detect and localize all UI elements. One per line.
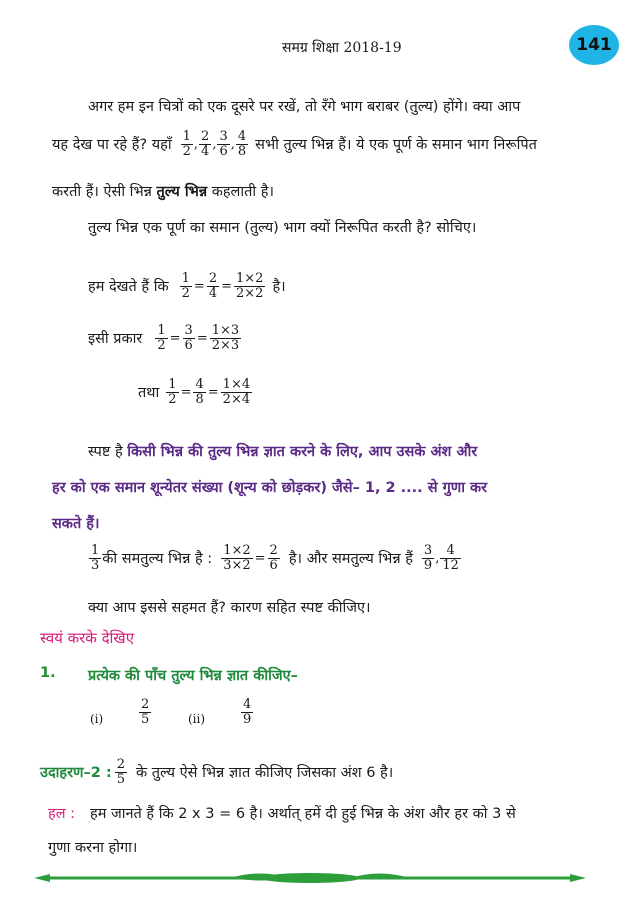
para1-line2: यह देख पा रहे हैं? यहाँ $\frac{1}{2}$ , $\frac{2}{4}$ , $\frac{3}{6}$ , $\frac{4}{8}$ सभी तुल्य भिन्न हैं। ये एक पूर्ण के समान भाग निरूपित <box>52 129 537 159</box>
fraction: $\frac{1}{3}$ <box>91 543 100 573</box>
agree-question: क्या आप इससे सहमत हैं? कारण सहित स्पष्ट कीजिए। <box>88 600 371 616</box>
item-fraction-i: $\frac{2}{5}$ <box>141 697 150 727</box>
rule-line1: स्पष्ट है किसी भिन्न की तुल्य भिन्न ज्ञात करने के लिए, आप उसके अंश और <box>88 444 478 460</box>
fraction: $\frac{4}{8}$ <box>237 129 247 159</box>
para1-line3: करती हैं। ऐसी भिन्न तुल्य भिन्न कहलाती है। <box>52 184 274 200</box>
fraction: $\frac{3}{6}$ <box>184 323 193 353</box>
ornamental-divider <box>30 867 590 889</box>
example2-line: उदाहरण–2 : $\frac{2}{5}$ के तुल्य ऐसे भिन्न ज्ञात कीजिए जिसका अंश 6 है। <box>40 757 394 787</box>
fraction: $\frac{3}{6}$ <box>219 129 228 159</box>
example1-line: $\frac{1}{3}$ की समतुल्य भिन्न है : $\frac{1\times 2}{3\times 2}$ = $\frac{2}{6}$ है। और समतुल्य भिन्न हैं $\frac{3}{9}$ , $\frac{4}{12}$ <box>91 543 459 573</box>
equation-3: तथा $\frac{1}{2}$ = $\frac{4}{8}$ = $\frac{1\times 4}{2\times 4}$ <box>138 377 251 407</box>
fraction: $\frac{2}{6}$ <box>269 543 278 573</box>
item-fraction-ii: $\frac{4}{9}$ <box>243 697 252 727</box>
equation-2: इसी प्रकार $\frac{1}{2}$ = $\frac{3}{6}$ = $\frac{1\times 3}{2\times 3}$ <box>88 323 240 353</box>
fraction: $\frac{1\times 4}{2\times 4}$ <box>222 377 251 407</box>
fraction: $\frac{1}{2}$ <box>157 323 166 353</box>
fraction: $\frac{1\times 2}{3\times 2}$ <box>223 543 251 573</box>
solution-line1: हम जानते हैं कि 2 x 3 = 6 है। अर्थात् हमें दी हुई भिन्न के अंश और हर को 3 से <box>90 806 516 822</box>
fraction: $\frac{4}{12}$ <box>442 543 459 573</box>
para1-line2-before: यह देख पा रहे हैं? यहाँ <box>52 137 172 154</box>
example2-label: उदाहरण–2 : <box>40 765 112 782</box>
term-equivalent-fraction: तुल्य भिन्न <box>156 184 208 200</box>
exercise-number: 1. <box>40 665 56 681</box>
item-label-i: (i) <box>90 712 104 726</box>
fraction: $\frac{3}{9}$ <box>423 543 433 573</box>
try-heading: स्वयं करके देखिए <box>40 629 135 647</box>
rule-line3: सकते हैं। <box>52 516 100 532</box>
fraction: $\frac{2}{4}$ <box>208 271 218 301</box>
solution-label: हल : <box>48 806 76 822</box>
question-text: तुल्य भिन्न एक पूर्ण का समान (तुल्य) भाग क्यों निरूपित करती है? सोचिए। <box>88 220 477 236</box>
rule-line2: हर को एक समान शून्येतर संख्या (शून्य को छोड़कर) जैसे– 1, 2 .... से गुणा कर <box>52 480 488 496</box>
fraction: $\frac{1}{2}$ <box>168 377 177 407</box>
exercise-text: प्रत्येक की पाँच तुल्य भिन्न ज्ञात कीजिए– <box>88 668 298 684</box>
fraction: $\frac{1}{2}$ <box>181 271 190 301</box>
equation-1: हम देखते हैं कि $\frac{1}{2}$ = $\frac{2}{4}$ = $\frac{1\times 2}{2\times 2}$ है। <box>88 271 286 301</box>
fraction: $\frac{4}{8}$ <box>195 377 204 407</box>
solution-line2: गुणा करना होगा। <box>48 840 138 856</box>
fraction: $\frac{1}{2}$ <box>182 129 191 159</box>
item-label-ii: (ii) <box>188 712 206 726</box>
fraction: $\frac{2}{4}$ <box>201 129 210 159</box>
page-number-badge: 141 <box>569 25 619 65</box>
para1-line1: अगर हम इन चित्रों को एक दूसरे पर रखें, तो रँगे भाग बराबर (तुल्य) होंगे। क्या आप <box>88 99 521 115</box>
fraction: $\frac{1\times 2}{2\times 2}$ <box>236 271 264 301</box>
running-header: समग्र शिक्षा 2018-19 <box>282 40 402 56</box>
fraction: $\frac{1\times 3}{2\times 3}$ <box>211 323 240 353</box>
fraction: $\frac{2}{5}$ <box>116 757 125 787</box>
para1-line2-after: सभी तुल्य भिन्न हैं। ये एक पूर्ण के समान भाग निरूपित <box>255 137 537 154</box>
